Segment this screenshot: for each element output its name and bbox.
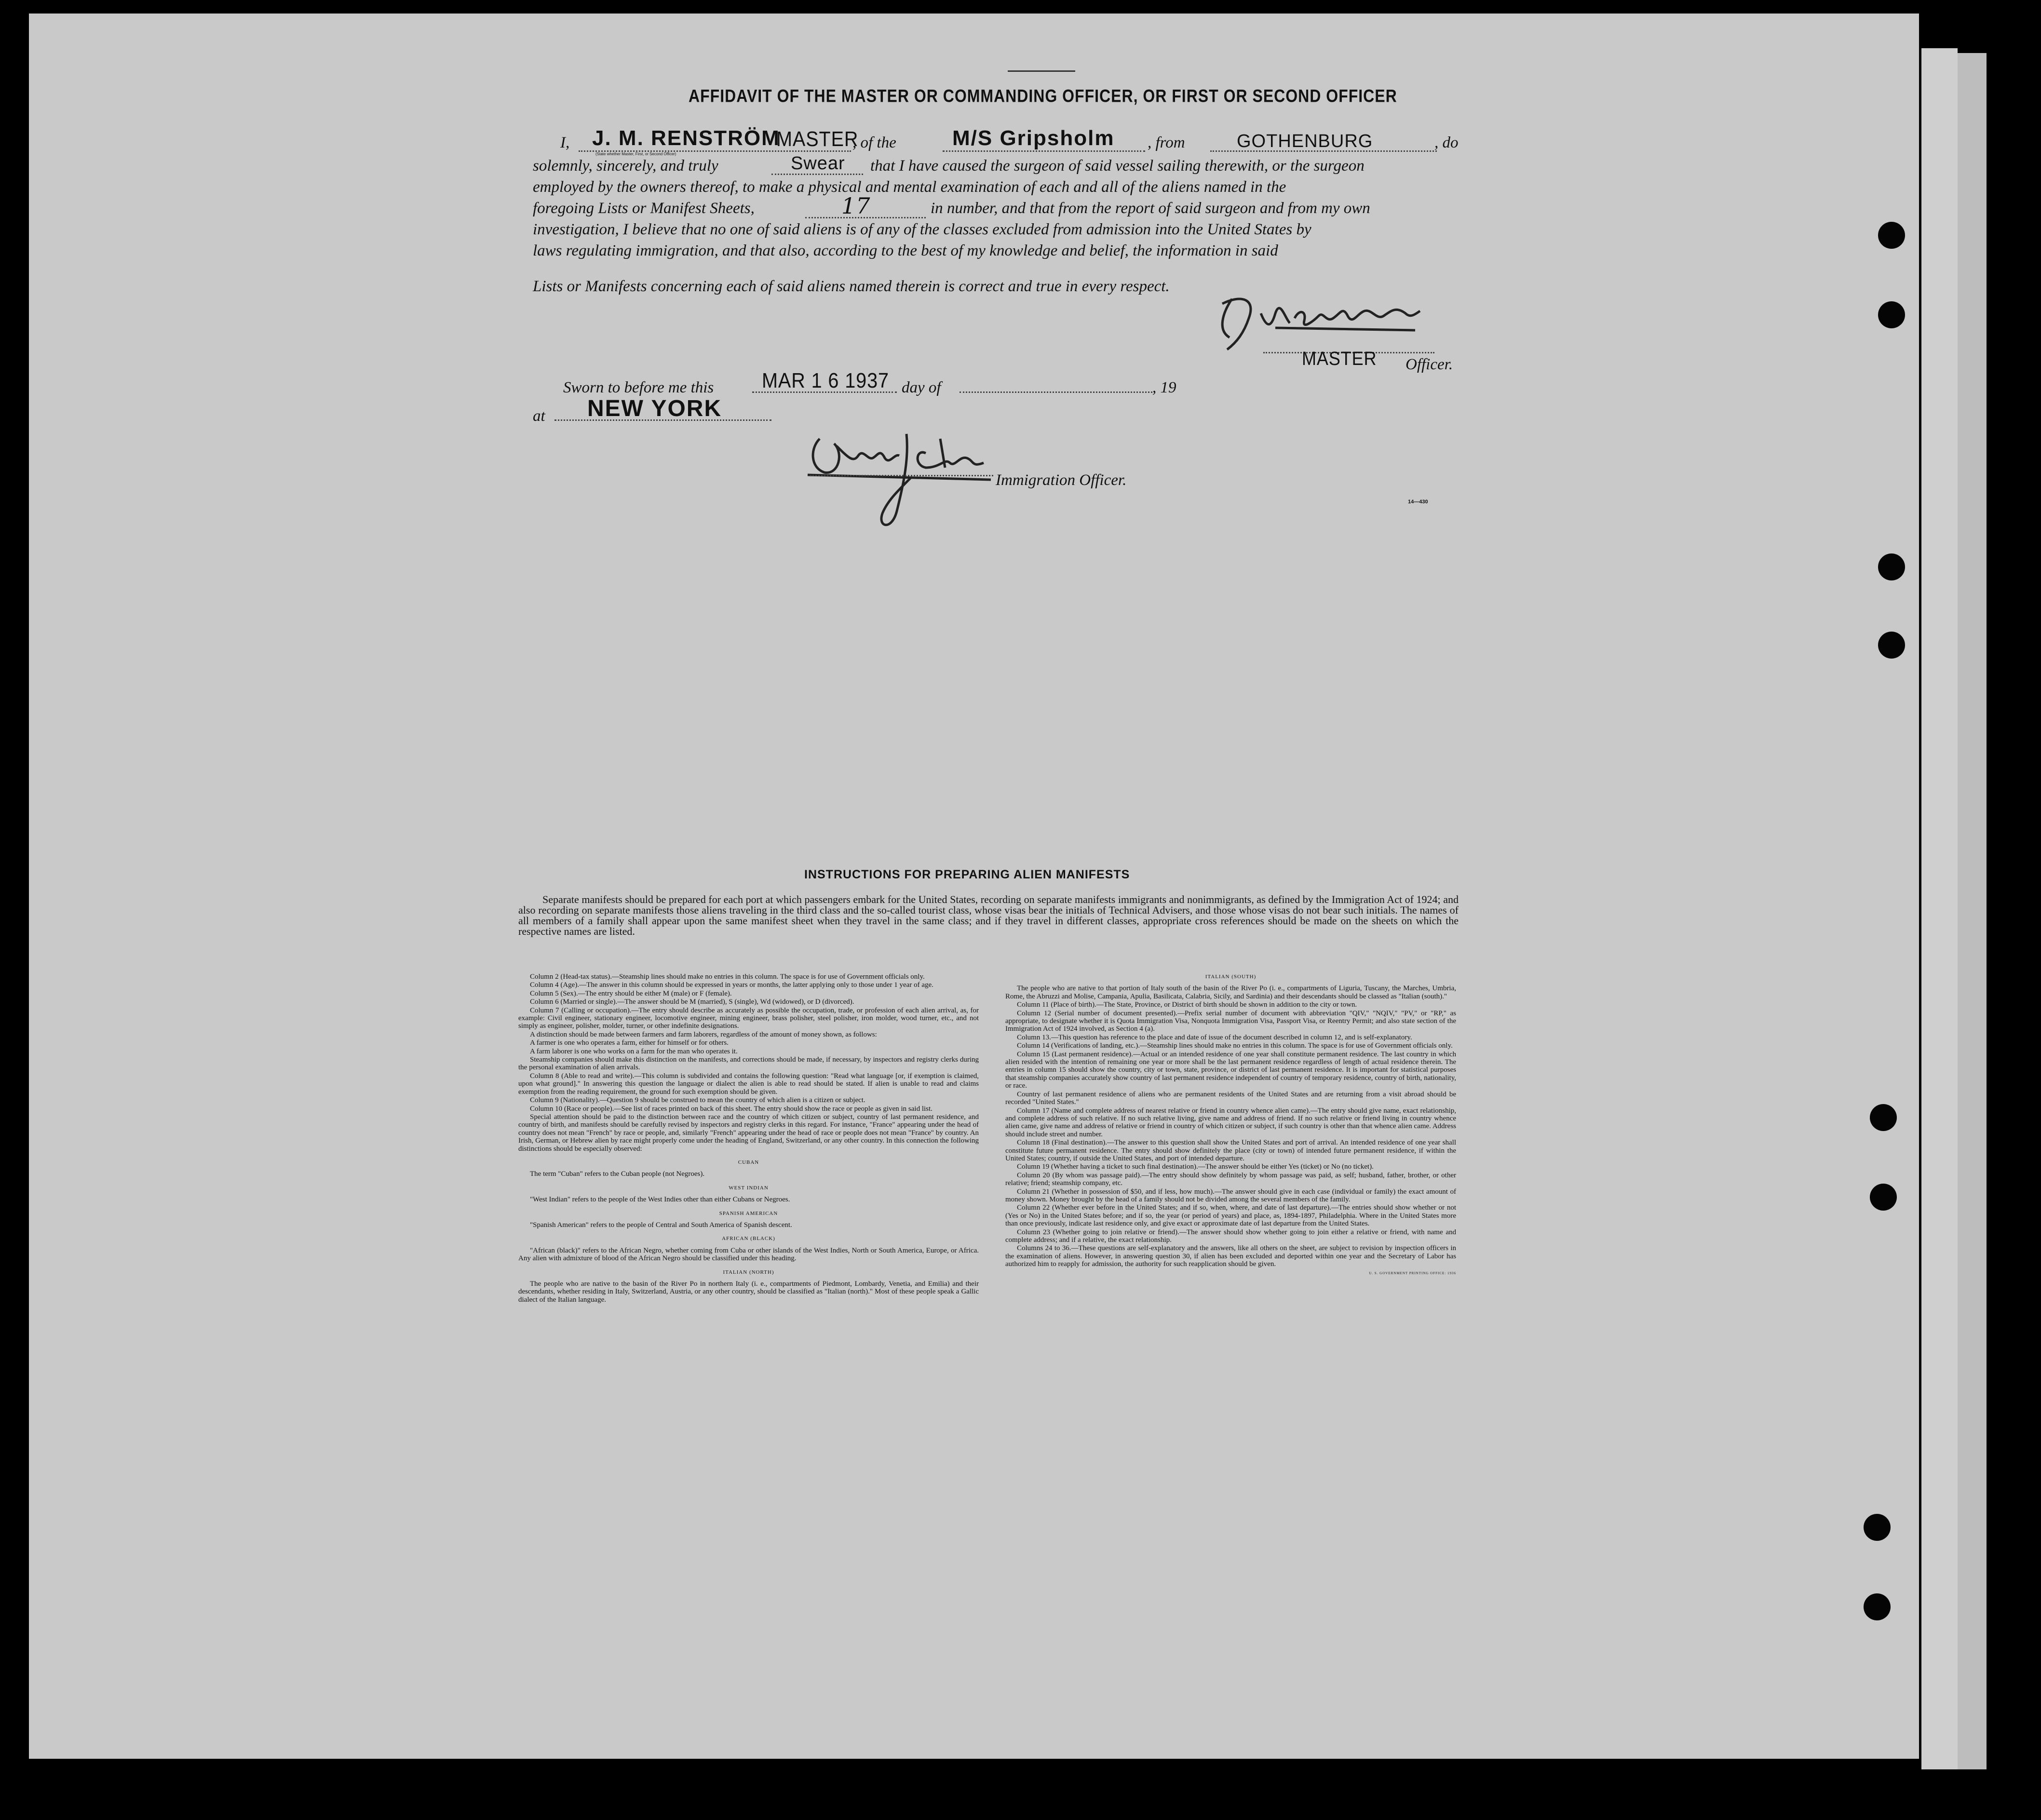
sheet-count-line xyxy=(805,217,926,218)
instruction-paragraph: The people who are native to that portion of Italy south of the basin of the River Po (i. e., compartments of Liguria, Tuscany, the Marches, Umbria, Rome, the Abruzzi and Molise, Campania, Apulia, Basilicata, Calabria, Sicily, and Sardinia) and their descendants should be classed as "Italian (south)." xyxy=(1005,984,1456,1000)
text-in-number: in number, and that from the report of said surgeon and from my own xyxy=(931,200,1370,217)
affidavit-title: AFFIDAVIT OF THE MASTER OR COMMANDING OFFICER, OR FIRST OR SECOND OFFICER xyxy=(689,86,1397,106)
text-of-the: , of the xyxy=(852,134,896,151)
immigration-officer-label: Immigration Officer. xyxy=(996,472,1127,489)
form-number: 14—430 xyxy=(1408,499,1428,505)
instruction-paragraph: Column 19 (Whether having a ticket to such final destination).—The answer should be either Yes (ticket) or No (no ticket). xyxy=(1017,1163,1374,1171)
instruction-paragraph: Column 10 (Race or people).—See list of races printed on back of this sheet. The entry should show the race or people as given in said list. xyxy=(530,1105,933,1113)
instruction-paragraph: Column 11 (Place of birth).—The State, Province, or District of birth should be shown in addition to the city or town. xyxy=(1017,1001,1357,1009)
instruction-paragraph: Column 22 (Whether ever before in the United States; and if so, when, where, and date of last departure).—The entries should show whether or not (Yes or No) in the United States before; and if so, the year (or period of years) and place, as, 1894-1897, Philadelphia. Where in the United States more than once previously, indicate last residence only, and give exact or approximate date of last departure from the United States. xyxy=(1005,1204,1456,1228)
binder-hole xyxy=(1864,1514,1891,1541)
instruction-paragraph: Country of last permanent residence of aliens who are permanent residents of the United States and are returning from a visit abroad should be recorded "United States." xyxy=(1005,1090,1456,1106)
instruction-paragraph: Columns 24 to 36.—These questions are self-explanatory and the answers, like all others on the sheet, are subject to revision by inspection officers in the examination of aliens. However, in answering question 30, if alien has been excluded and deported within one year and the Secretary of Labor has authorized him to reapply for admission, the authority for such reapplication should be given. xyxy=(1005,1244,1456,1268)
instruction-paragraph: Column 21 (Whether in possession of $50, and if less, how much).—The answer should give in each case (individual or family) the exact amount of money shown. Money brought by the head of a family should not be divided among the several members of the family. xyxy=(1005,1187,1456,1203)
text-investigation: investigation, I believe that no one of said aliens is of any of the classes excluded from admission into the United States by xyxy=(533,221,1311,238)
rank-caption: (State whether Master, First, or Second Officer) xyxy=(595,152,676,156)
instructions-right-column xyxy=(1005,973,1456,1277)
instruction-paragraph: "West Indian" refers to the people of the West Indies other than either Cubans or Negroes. xyxy=(530,1196,790,1204)
master-signature xyxy=(1203,284,1434,357)
instruction-paragraph: Column 6 (Married or single).—The answer should be M (married), S (single), Wd (widowed), or D (divorced). xyxy=(530,998,854,1006)
text-day-of: day of xyxy=(902,379,941,396)
instruction-paragraph: "Spanish American" refers to the people of Central and South America of Spanish descent. xyxy=(530,1221,792,1229)
binder-hole xyxy=(1878,222,1905,249)
instruction-paragraph: Column 9 (Nationality).—Question 9 should be construed to mean the country of which alien is a citizen or subject. xyxy=(530,1096,865,1105)
page-right-edge xyxy=(1921,48,1958,1769)
place-line xyxy=(554,419,771,421)
port-line xyxy=(1210,150,1437,152)
instruction-paragraph: A farm laborer is one who works on a farm for the man who operates it. xyxy=(530,1047,738,1055)
signature-title: MASTER xyxy=(1302,348,1377,369)
officer-line xyxy=(810,475,993,476)
binder-hole xyxy=(1870,1184,1897,1211)
instruction-paragraph: The term "Cuban" refers to the Cuban people (not Negroes). xyxy=(530,1170,705,1178)
page-right-edge-2 xyxy=(1958,53,1987,1769)
heading-west-indian: WEST INDIAN xyxy=(729,1185,769,1191)
instruction-paragraph: "African (black)" refers to the African Negro, whether coming from Cuba or other islands of the West Indies, North or South America, Europe, or Africa. Any alien with admixture of blood of the African Negro should be classified under this heading. xyxy=(518,1246,979,1263)
master-rank: MASTER xyxy=(776,127,859,151)
sheet-count: 17 xyxy=(841,193,871,219)
instruction-paragraph: Column 4 (Age).—The answer in this column should be expressed in years or months, the latter applying only to those under 1 year of age. xyxy=(530,981,933,989)
instruction-paragraph: Column 7 (Calling or occupation).—The entry should describe as accurately as possible the occupation, trade, or profession of each alien arrival, as, for example: Civil engineer, stationary engineer, locomotive engineer, mining engineer, brass polisher, steel polisher, iron molder, wood turner, etc., and not simply as engineer, polisher, molder, turner, or other indefinite designations. xyxy=(518,1006,979,1030)
text-sworn: Sworn to before me this xyxy=(563,379,714,396)
month-line xyxy=(960,391,1152,393)
oath-line xyxy=(771,174,863,175)
instruction-paragraph: Column 8 (Able to read and write).—This column is subdivided and contains the following question: "Read what language [or, if exemption is claimed, upon what ground]." In answering this question the language or dialect the alien is able to read should be stated. If alien is unable to read and claims exemption from the reading requirement, the ground for such exemption should be given. xyxy=(518,1072,979,1096)
vessel-line xyxy=(943,150,1145,152)
title-rule xyxy=(1008,70,1075,72)
instruction-paragraph: Special attention should be paid to the distinction between race and the country of which citizen or subject, country of last permanent residence, and country of birth, and manifests should be carefully revised by inspectors and registry clerks in this regard. For instance, "France" appearing under the head of country does not mean "French" by race or people, and, similarly "French" appearing under the head of race or people does not mean "France" by country. An Irish, German, or Hebrew alien by race might properly come under the heading of England, Switzerland, or any other country. In this connection the following distinctions should be especially observed: xyxy=(518,1113,979,1153)
heading-cuban: CUBAN xyxy=(738,1159,759,1165)
sworn-date: MAR 1 6 1937 xyxy=(762,369,889,392)
instruction-paragraph: Column 15 (Last permanent residence).—Actual or an intended residence of one year shall constitute permanent residence. The last country in which alien resided with the intention of remaining one year or more shall be the last permanent residence regardless of length of actual residence therein. The entries in column 15 should show the country, city or town, state, province, or district of last permanent residence. It is important for statistical purposes that steamship companies accurately show country of last permanent residence independent of country of temporary residence, country of birth, nationality, or race. xyxy=(1005,1050,1456,1090)
master-name: J. M. RENSTRÖM xyxy=(592,126,780,150)
text-laws: laws regulating immigration, and that also, according to the best of my knowledge and belief, the information in said xyxy=(533,242,1278,259)
instruction-paragraph: Steamship companies should make this distinction on the manifests, and corrections should be made, if necessary, by inspectors and registry clerks during the personal examination of alien arrivals. xyxy=(518,1056,979,1072)
instruction-paragraph: Column 5 (Sex).—The entry should be either M (male) or F (female). xyxy=(530,989,732,998)
text-do: , do xyxy=(1434,134,1459,151)
oath-word: Swear xyxy=(791,153,845,174)
instruction-paragraph: A farmer is one who operates a farm, either for himself or for others. xyxy=(530,1039,729,1047)
affidavit-page xyxy=(29,13,1919,1759)
port-name: GOTHENBURG xyxy=(1237,131,1373,151)
text-from: , from xyxy=(1148,134,1185,151)
heading-italian-north: ITALIAN (NORTH) xyxy=(723,1269,774,1275)
text-at: at xyxy=(533,407,545,425)
binder-hole xyxy=(1878,632,1905,659)
heading-spanish-american: SPANISH AMERICAN xyxy=(719,1210,778,1216)
text-foregoing: foregoing Lists or Manifest Sheets, xyxy=(533,200,755,217)
instructions-left-column xyxy=(518,973,979,1304)
printing-office-note: U. S. GOVERNMENT PRINTING OFFICE: 1936 xyxy=(1369,1271,1456,1275)
heading-italian-south: ITALIAN (SOUTH) xyxy=(1205,974,1257,980)
instruction-paragraph: Column 13.—This question has reference to the place and date of issue of the document described in column 12, and is self-explanatory. xyxy=(1017,1033,1412,1041)
officer-label: Officer. xyxy=(1406,356,1453,373)
text-19: , 19 xyxy=(1152,379,1176,396)
binder-hole xyxy=(1864,1593,1891,1620)
intro-text: Separate manifests should be prepared for each port at which passengers embark for the United States, recording on separate manifests immigrants and nonimmigrants, as defined by the Immigration Act of 1924; and also recording on separate manifests those aliens traveling in the third class and the so-called tourist class, whose visas bear the initials of Technical Advisers, and those whose visas do not bear such initials. The names of all members of a family shall appear upon the same manifest sheet when they travel in the same class; and if they travel in different classes, appropriate cross references should be made on the sheets on which the respective names are listed. xyxy=(518,893,1459,937)
instruction-paragraph: Column 12 (Serial number of document presented).—Prefix serial number of document with abbreviation "QIV," "NQIV," "PV," or "RP," as appropriate, to designate whether it is Quota Immigration Visa, Nonquota Immigration Visa, Passport Visa, or Reentry Permit; and also state section of the Immigration Act of 1924 involved, as Section 4 (a). xyxy=(1005,1009,1456,1033)
sworn-place: NEW YORK xyxy=(587,396,722,421)
instruction-paragraph: Column 18 (Final destination).—The answer to this question shall show the United States and port of arrival. An intended residence of one year shall constitute future permanent residence. The entry should show definitely the place (city or town) of intended future permanent residence, if within the United States; country, if outside the United States, and port of intended departure. xyxy=(1005,1139,1456,1162)
instructions-title: INSTRUCTIONS FOR PREPARING ALIEN MANIFESTS xyxy=(804,868,1130,881)
instruction-paragraph: Column 2 (Head-tax status).—Steamship lines should make no entries in this column. The space is for use of Government officials only. xyxy=(530,973,925,981)
binder-hole xyxy=(1878,301,1905,328)
instruction-paragraph: A distinction should be made between farmers and farm laborers, regardless of the amount of money shown, as follows: xyxy=(530,1030,877,1038)
date-line xyxy=(752,391,897,393)
vessel-name: M/S Gripsholm xyxy=(952,126,1115,150)
binder-hole xyxy=(1878,553,1905,580)
instruction-paragraph: Column 14 (Verifications of landing, etc.).—Steamship lines should make no entries in this column. The space is for use of Government officials only. xyxy=(1017,1042,1453,1050)
text-solemnly: solemnly, sincerely, and truly xyxy=(533,157,718,175)
text-surgeon: that I have caused the surgeon of said vessel sailing therewith, or the surgeon xyxy=(870,157,1365,175)
instruction-paragraph: Column 20 (By whom was passage paid).—The entry should show definitely by whom passage was paid, as self; husband, father, brother, or other relative; friend; steamship company, etc. xyxy=(1005,1171,1456,1187)
instruction-paragraph: Column 23 (Whether going to join relative or friend).—The answer should show whether going to join either a relative or friend, with name and complete address; and if a relative, the exact relationship. xyxy=(1005,1228,1456,1244)
text-i: I, xyxy=(560,134,570,151)
instruction-paragraph: The people who are native to the basin of the River Po in northern Italy (i. e., compartments of Piedmont, Lombardy, Venetia, and Emilia) and their descendants, whether residing in Italy, Switzerland, Austria, or any other country, should be classified as "Italian (north)." Most of these people speak a Gallic dialect of the Italian language. xyxy=(518,1280,979,1304)
heading-african: AFRICAN (BLACK) xyxy=(722,1236,775,1242)
instruction-paragraph: Column 17 (Name and complete address of nearest relative or friend in country whence alien came).—The entry should give name, exact relationship, and complete address of such relative. If no such relative living, give name and address of friend. If no such relative or friend living in country whence alien came, give name and address of relative or friend in country of which citizen or subject, if such country is other than that whence alien came. Address should include street and number. xyxy=(1005,1106,1456,1138)
instructions-intro xyxy=(518,894,1459,937)
binder-hole xyxy=(1870,1104,1897,1131)
text-employed: employed by the owners thereof, to make a physical and mental examination of each and all of the aliens named in the xyxy=(533,178,1286,196)
text-lists: Lists or Manifests concerning each of said aliens named therein is correct and true in every respect. xyxy=(533,278,1170,295)
